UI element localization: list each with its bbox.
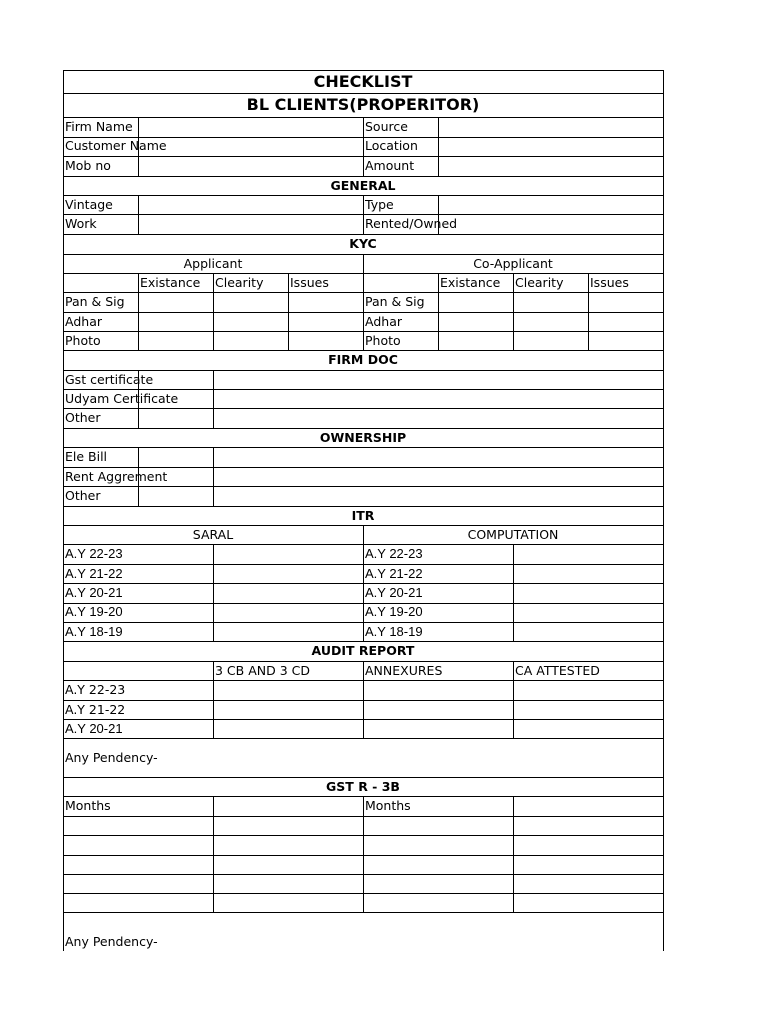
kyc-col-clearity: Clearity — [215, 275, 264, 290]
ownership-row: Other — [65, 488, 101, 503]
gst-pendency: Any Pendency- — [65, 934, 158, 949]
grid-line — [63, 486, 664, 487]
kyc-col-existance: Existance — [140, 275, 201, 290]
section-kyc: KYC — [349, 236, 377, 251]
label-source: Source — [365, 119, 408, 134]
grid-line — [513, 796, 514, 913]
label-vintage: Vintage — [65, 197, 113, 212]
kyc-row-pan: Pan & Sig — [65, 294, 125, 309]
audit-year: A.Y 20-21 — [65, 721, 123, 736]
page-title: CHECKLIST — [313, 72, 413, 91]
grid-line — [663, 70, 664, 951]
kyc-applicant-header: Applicant — [183, 256, 243, 271]
itr-year: A.Y 20-21 — [365, 585, 423, 600]
grid-line — [63, 447, 664, 448]
grid-line — [213, 544, 214, 642]
kyc-co-applicant-header: Co-Applicant — [473, 256, 553, 271]
grid-line — [513, 544, 514, 642]
kyc-col-clearity: Clearity — [515, 275, 564, 290]
kyc-col-issues: Issues — [590, 275, 629, 290]
itr-saral-header: SARAL — [192, 527, 234, 542]
firm-doc-row: Other — [65, 410, 101, 425]
kyc-row-photo: Photo — [365, 333, 401, 348]
audit-col-3cb: 3 CB AND 3 CD — [215, 663, 310, 678]
ownership-row: Ele Bill — [65, 449, 108, 464]
checklist-sheet — [63, 70, 663, 951]
label-firm-name: Firm Name — [65, 119, 133, 134]
firm-doc-row: Udyam Certificate — [65, 391, 179, 406]
label-type: Type — [365, 197, 394, 212]
section-firm-doc: FIRM DOC — [328, 352, 398, 367]
kyc-row-adhar: Adhar — [65, 314, 102, 329]
audit-col-ca-attested: CA ATTESTED — [515, 663, 600, 678]
kyc-col-issues: Issues — [290, 275, 329, 290]
ownership-row: Rent Aggrement — [65, 469, 168, 484]
label-mob-no: Mob no — [65, 158, 111, 173]
gst-months-right: Months — [365, 798, 411, 813]
gst-months-left: Months — [65, 798, 111, 813]
audit-year: A.Y 21-22 — [65, 702, 126, 717]
section-general: GENERAL — [330, 178, 396, 193]
itr-year: A.Y 19-20 — [365, 604, 423, 619]
itr-year: A.Y 22-23 — [365, 546, 423, 561]
itr-year: A.Y 19-20 — [65, 604, 123, 619]
itr-year: A.Y 20-21 — [65, 585, 123, 600]
audit-col-annexures: ANNEXURES — [365, 663, 443, 678]
kyc-row-pan: Pan & Sig — [365, 294, 425, 309]
itr-year: A.Y 21-22 — [65, 566, 123, 581]
itr-year: A.Y 22-23 — [65, 546, 123, 561]
audit-year: A.Y 22-23 — [65, 682, 126, 697]
audit-pendency: Any Pendency- — [65, 750, 158, 765]
itr-year: A.Y 18-19 — [65, 624, 123, 639]
grid-line — [213, 370, 214, 429]
grid-line — [63, 408, 664, 409]
section-itr: ITR — [351, 508, 375, 523]
grid-line — [438, 117, 439, 176]
kyc-row-adhar: Adhar — [365, 314, 402, 329]
grid-line — [213, 796, 214, 913]
grid-line — [213, 447, 214, 506]
section-audit-report: AUDIT REPORT — [311, 643, 415, 658]
label-amount: Amount — [365, 158, 415, 173]
kyc-row-photo: Photo — [65, 333, 101, 348]
page-subtitle: BL CLIENTS(PROPERITOR) — [246, 95, 480, 114]
label-customer-name: Customer Name — [65, 138, 167, 153]
kyc-col-existance: Existance — [440, 275, 501, 290]
label-work: Work — [65, 216, 97, 231]
label-rented-owned: Rented/Owned — [365, 216, 458, 231]
section-gst: GST R - 3B — [326, 779, 400, 794]
grid-line — [138, 195, 139, 234]
firm-doc-row: Gst certificate — [65, 372, 154, 387]
itr-year: A.Y 21-22 — [365, 566, 423, 581]
itr-computation-header: COMPUTATION — [467, 527, 559, 542]
label-location: Location — [365, 138, 418, 153]
section-ownership: OWNERSHIP — [319, 430, 407, 445]
itr-year: A.Y 18-19 — [365, 624, 423, 639]
